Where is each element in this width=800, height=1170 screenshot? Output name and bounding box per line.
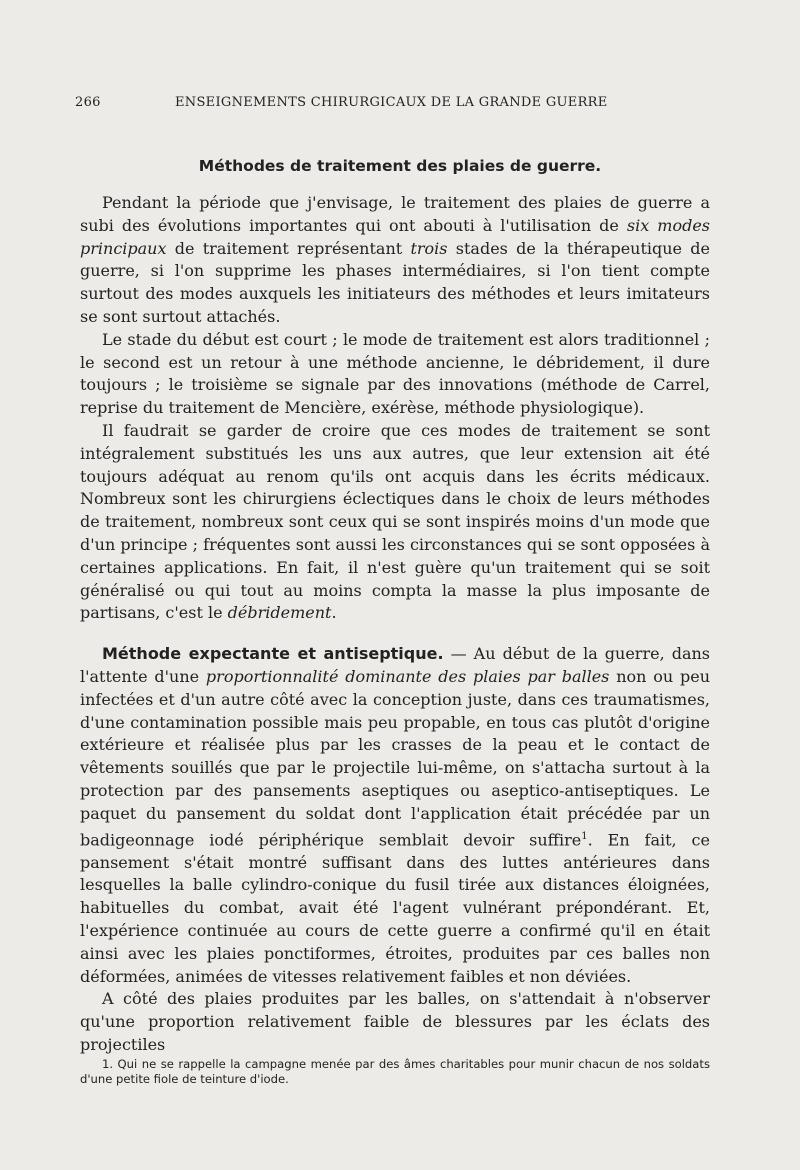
spacer xyxy=(80,625,710,643)
text-run: stades de la thérapeutique de guerre, si l'on supprime les phases intermédiaires, si l'on tient compte surtout des modes auxquels les initiateurs des méthodes et leurs imitateurs se sont surtout attachés. xyxy=(80,238,711,326)
running-title: ENSEIGNEMENTS CHIRURGICAUX DE LA GRANDE GUERRE xyxy=(175,95,608,110)
text-run: — Au début de la guerre, dans l'attente d'une xyxy=(80,644,711,686)
section-title: Méthodes de traitement des plaies de guerre. xyxy=(198,157,602,175)
footnote-ref: 1 xyxy=(581,830,588,842)
text-run: Pendant la période que j'envisage, le traitement des plaies de guerre a subi des évolutions importantes qui ont abouti à l'utilisation de xyxy=(80,193,710,235)
text-run: Il faudrait se garder de croire que ces modes de traitement se sont intégralement substitués les uns aux autres, que leur extension ait été toujours adéquat au renom qu'ils ont acquis dans les écrits médicaux. Nombreux sont les chirurgiens éclectiques dans le choix de leurs méthodes de traitement, nombreux sont ceux qui se sont inspirés moins d'un mode que d'un principe ; fréquentes sont aussi les circonstances qui se sont opposées à certaines applications. En fait, il n'est guère qu'un traitement qui se soit généralisé ou qui tout au moins compta la masse la plus imposante de partisans, c'est le xyxy=(80,420,710,623)
paragraph-2: Le stade du début est court ; le mode de traitement est alors traditionnel ; le second est un retour à une méthode ancienne, le débridement, il dure toujours ; le troisième se signale par des innovations (méthode de Carrel, reprise du traitement de Mencière, exérèse, méthode physiologique). xyxy=(80,329,710,418)
page-number: 266 xyxy=(75,95,101,110)
paragraph-3 xyxy=(80,420,710,625)
paragraph-1 xyxy=(80,192,710,329)
text-run: . En fait, ce pansement s'était montré suffisant dans des luttes antérieures dans lesquelles la balle cylindro-conique du fusil tirée aux distances éloignées, habituelles du combat, avait été l'agent vulnérant prépondérant. Et, l'expérience continuée au cours de cette guerre a confirmé qu'il en était ainsi avec les plaies ponctiformes, étroites, produites par ces balles non déformées, animées de vitesses relativement faibles et non déviées. xyxy=(80,829,710,986)
italic-run: trois xyxy=(410,238,448,258)
text-run: de traitement représentant xyxy=(166,238,411,258)
paragraph-4 xyxy=(80,643,710,988)
body-text xyxy=(80,192,710,1057)
paragraph-5: A côté des plaies produites par les balles, on s'attendait à n'observer qu'une proportion relativement faible de blessures par les éclats des projectiles xyxy=(80,989,710,1055)
italic-run: six modes principaux xyxy=(80,215,710,258)
footnote: 1. Qui ne se rappelle la campagne menée par des âmes charitables pour munir chacun de nos soldats d'une petite fiole de teinture d'iode. xyxy=(80,1057,710,1086)
italic-run: débridement xyxy=(227,603,332,623)
run-in-heading: Méthode expectante et antiseptique. xyxy=(102,644,444,664)
text-run: . xyxy=(331,603,337,623)
text-run: non ou peu infectées et d'un autre côté avec la conception juste, dans ces traumatismes, d'une contamination possible mais peu propable, en tous cas plutôt d'origine extérieure et réalisée plus par les crasses de la peau et le contact de vêtements souillés que par le projectile lui-même, on s'attacha surtout à la protection par des pansements aseptiques ou aseptico-antiseptiques. Le paquet du pansement du soldat dont l'application était précédée par un badigeonnage iodé périphérique semblait devoir suffire xyxy=(80,666,711,849)
italic-run: proportionnalité dominante des plaies par balles xyxy=(205,666,610,686)
